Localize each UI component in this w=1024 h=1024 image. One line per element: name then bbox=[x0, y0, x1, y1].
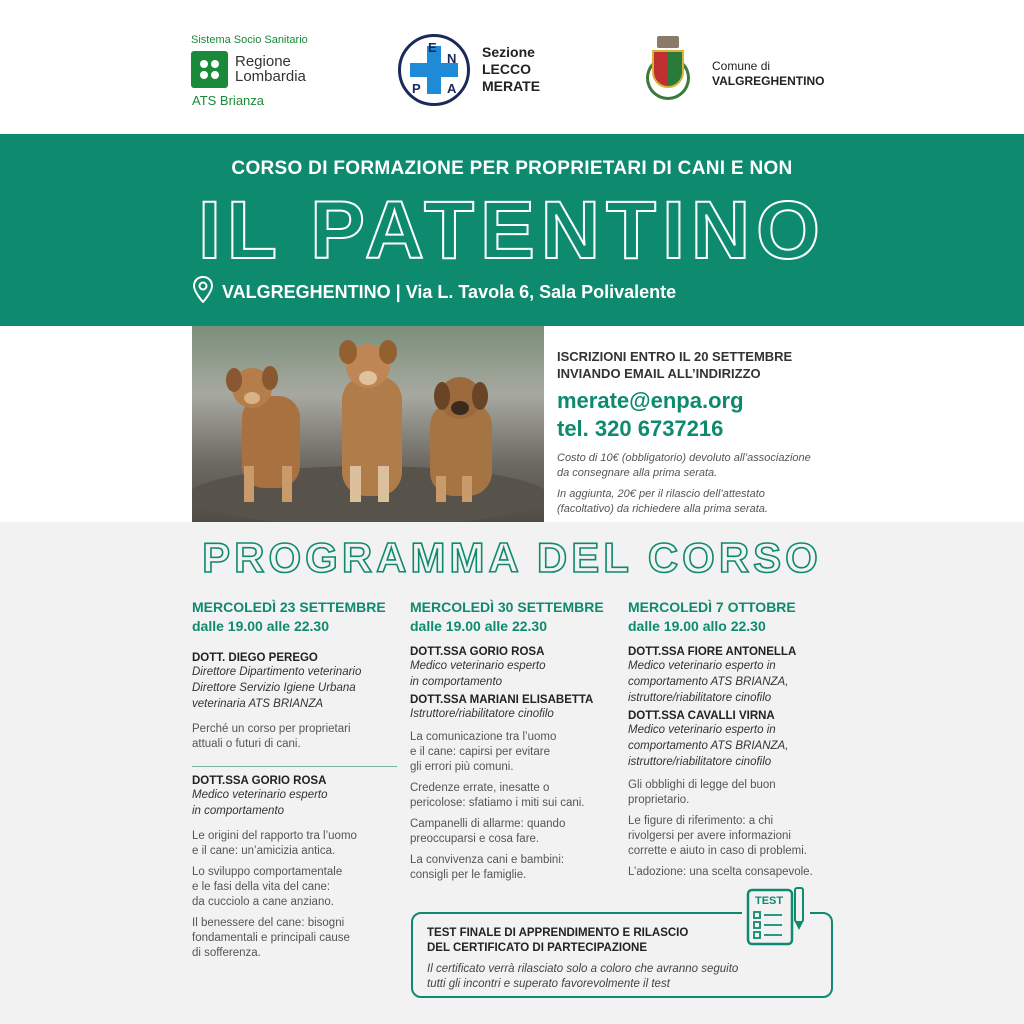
speaker-name: DOTT.SSA CAVALLI VIRNA bbox=[628, 710, 775, 722]
test-icon-label: TEST bbox=[755, 895, 784, 907]
comune-label: Comune di VALGREGHENTINO bbox=[712, 59, 825, 88]
enpa-logo bbox=[398, 34, 470, 106]
course-subtitle: CORSO DI FORMAZIONE PER PROPRIETARI DI CANI E NON bbox=[231, 158, 793, 179]
session-time: dalle 19.00 alle 22.30 bbox=[192, 618, 329, 634]
divider bbox=[192, 766, 397, 767]
ats-label: ATS Brianza bbox=[192, 93, 265, 108]
topic: Il benessere del cane: bisogni fondamentali e principali cause di sofferenza. bbox=[192, 917, 350, 959]
session-time: dalle 19.00 allo 22.30 bbox=[628, 618, 766, 634]
program-column-3: MERCOLEDÌ 7 OTTOBRE dalle 19.00 allo 22.30 DOTT.SSA FIORE ANTONELLA Medico veterinario esperto in comportamento ATS BRIANZA, istruttore/riabilitatore cinofilo DOTT.SSA CAVALLI VIRNA Medico veterinario esperto in comportamento ATS BRIANZA, istruttore/riabilitatore cinofilo Gli obblighi di legge del buon proprietario. Le figure di riferimento: a chi rivolgersi per avere informazioni corrette e aiuto in caso di problemi. L’adozione: una scelta consapevole. bbox=[628, 598, 833, 880]
lombardia-rose-icon bbox=[191, 51, 228, 88]
location-pin-icon bbox=[193, 276, 213, 303]
puppies-photo bbox=[192, 326, 544, 522]
registration-info bbox=[557, 348, 887, 517]
test-clipboard-icon bbox=[742, 884, 810, 948]
program-column-1: MERCOLEDÌ 23 SETTEMBRE dalle 19.00 alle 22.30 DOTT. DIEGO PEREGO Direttore Dipartimento veterinario Direttore Servizio Igiene Urbana veterinaria ATS BRIANZA Perché un corso per proprietari attuali o futuri di cani. DOTT.SSA GORIO ROSA Medico veterinario esperto in comportamento Le origini del rapporto tra l’uomo e il cane: un’amicizia antica. Lo sviluppo comportamentale e le fasi della vita del cane: da cucciolo a cane anziano. Il benessere del cane: bisogni fondamentali e principali cause di sofferenza. bbox=[192, 598, 397, 961]
registration-heading-1: ISCRIZIONI ENTRO IL 20 SETTEMBRE bbox=[557, 349, 793, 364]
program-column-2: MERCOLEDÌ 30 SETTEMBRE dalle 19.00 alle 22.30 DOTT.SSA GORIO ROSA Medico veterinario esperto in comportamento DOTT.SSA MARIANI ELISABETTA Istruttore/riabilitatore cinofilo La comunicazione tra l’uomo e il cane: capirsi per evitare gli errori più comuni. Credenze errate, inesatte o pericolose: sfatiamo i miti sui cani. Campanelli di allarme: quando preoccuparsi e cosa fare. La convivenza cani e bambini: consigli per le famiglie. bbox=[410, 598, 615, 883]
regione-lombardia-logo bbox=[191, 34, 331, 110]
enpa-letter-n: N bbox=[447, 51, 457, 66]
certificate-cost-note: In aggiunta, 20€ per il rilascio dell’attestato (facoltativo) da richiedere alla prima serata. bbox=[557, 488, 768, 515]
topic: Lo sviluppo comportamentale e le fasi della vita del cane: da cucciolo a cane anziano. bbox=[192, 866, 343, 908]
topic: La comunicazione tra l’uomo e il cane: capirsi per evitare gli errori più comuni. bbox=[410, 731, 557, 773]
puppy-right bbox=[430, 377, 492, 502]
course-location: VALGREGHENTINO | Via L. Tavola 6, Sala Polivalente bbox=[222, 282, 677, 302]
program-title: PROGRAMMA DEL CORSO bbox=[202, 534, 822, 581]
email-link[interactable]: merate@enpa.org bbox=[557, 388, 744, 413]
header-logos bbox=[0, 0, 1024, 134]
regione-label: Regione bbox=[235, 53, 291, 70]
sistema-label: Sistema Socio Sanitario bbox=[191, 34, 308, 46]
speaker-name: DOTT. DIEGO PEREGO bbox=[192, 652, 318, 664]
topic: Gli obblighi di legge del buon proprietario. bbox=[628, 779, 776, 806]
topic: L’adozione: una scelta consapevole. bbox=[628, 866, 813, 878]
enpa-section-label: Sezione LECCO MERATE bbox=[482, 44, 541, 94]
topic: Credenze errate, inesatte o pericolose: sfatiamo i miti sui cani. bbox=[410, 782, 585, 809]
puppy-center bbox=[339, 340, 402, 502]
registration-heading-2: INVIANDO EMAIL ALL’INDIRIZZO bbox=[557, 366, 761, 381]
speaker-name: DOTT.SSA FIORE ANTONELLA bbox=[628, 646, 797, 658]
topic: La convivenza cani e bambini: consigli per le famiglie. bbox=[410, 854, 565, 881]
session-date: MERCOLEDÌ 7 OTTOBRE bbox=[628, 599, 796, 615]
comune-crest-icon bbox=[646, 36, 690, 102]
topic: Le origini del rapporto tra l’uomo e il cane: un’amicizia antica. bbox=[192, 830, 357, 857]
enpa-letter-a: A bbox=[447, 81, 457, 96]
cost-note: Costo di 10€ (obbligatorio) devoluto all’associazione da consegnare alla prima serata. bbox=[557, 452, 811, 479]
topic: Le figure di riferimento: a chi rivolgersi per avere informazioni corrette e aiuto in caso di problemi. bbox=[628, 815, 807, 857]
enpa-letter-p: P bbox=[412, 81, 421, 96]
session-date: MERCOLEDÌ 23 SETTEMBRE bbox=[192, 599, 386, 615]
title-banner bbox=[0, 134, 1024, 326]
final-test-heading: TEST FINALE DI APPRENDIMENTO E RILASCIO DEL CERTIFICATO DI PARTECIPAZIONE bbox=[427, 927, 689, 954]
speaker-name: DOTT.SSA MARIANI ELISABETTA bbox=[410, 694, 594, 706]
speaker-name: DOTT.SSA GORIO ROSA bbox=[192, 775, 327, 787]
enpa-letter-e: E bbox=[428, 40, 437, 55]
session-date: MERCOLEDÌ 30 SETTEMBRE bbox=[410, 599, 604, 615]
topic: Campanelli di allarme: quando preoccuparsi e cosa fare. bbox=[410, 818, 566, 845]
course-title: IL PATENTINO bbox=[198, 185, 826, 276]
final-test-text: Il certificato verrà rilasciato solo a coloro che avranno seguito tutti gli incontri e superato favorevolmente il test bbox=[427, 963, 739, 990]
speaker-name: DOTT.SSA GORIO ROSA bbox=[410, 646, 545, 658]
phone-number[interactable]: tel. 320 6737216 bbox=[557, 416, 724, 441]
lombardia-label: Lombardia bbox=[235, 68, 306, 85]
topic: Perché un corso per proprietari attuali o futuri di cani. bbox=[192, 723, 351, 750]
session-time: dalle 19.00 alle 22.30 bbox=[410, 618, 547, 634]
